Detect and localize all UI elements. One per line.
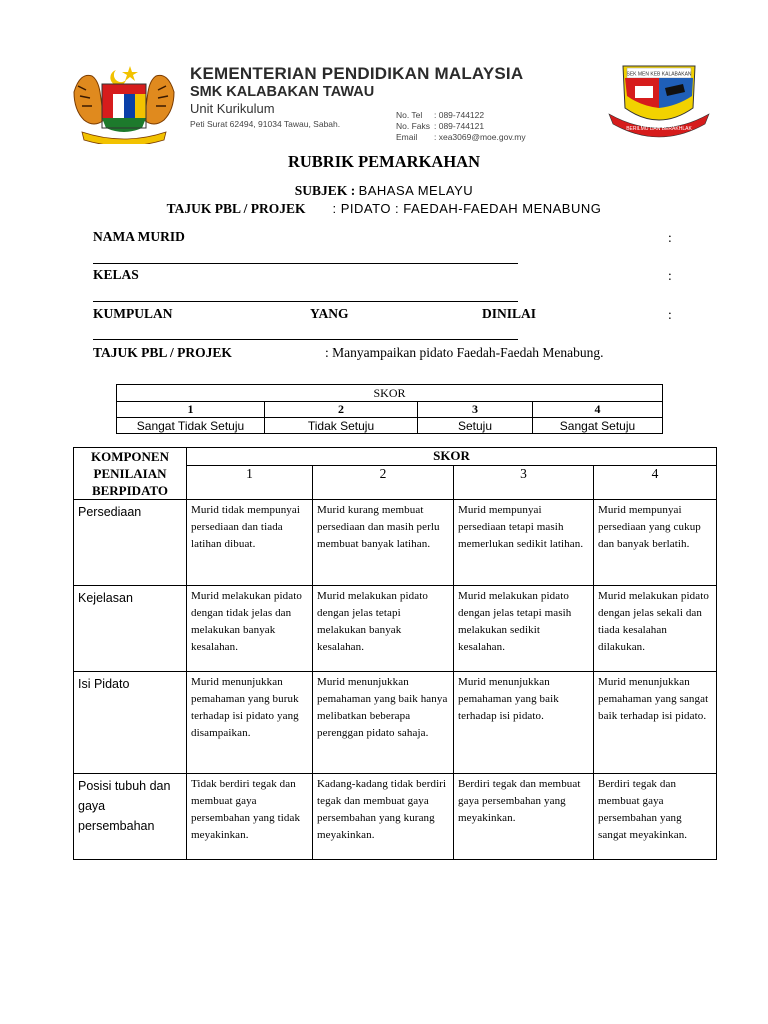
rubric-descriptor: Murid menunjukkan pemahaman yang baik terhadap isi pidato. (454, 672, 594, 774)
kelas-label: KELAS (93, 267, 139, 282)
contact-row-fax (396, 121, 526, 132)
contact-key: Email (396, 132, 418, 142)
score-key-header: SKOR (117, 385, 663, 402)
rubric-descriptor: Berdiri tegak dan membuat gaya persembahan yang sangat meyakinkan. (594, 774, 717, 860)
school-address: Peti Surat 62494, 91034 Tawau, Sabah. (190, 119, 341, 129)
rubric-level-header: 2 (313, 466, 454, 500)
rubric-descriptor: Murid melakukan pidato dengan tidak jelas dan melakukan banyak kesalahan. (187, 586, 313, 672)
contact-block (396, 110, 526, 143)
component-header (74, 448, 187, 500)
component-header-line: BERPIDATO (91, 483, 169, 498)
rubric-descriptor: Murid melakukan pidato dengan jelas sekali dan tiada kesalahan dilakukan. (594, 586, 717, 672)
rubric-descriptor: Berdiri tegak dan membuat gaya persembahan yang meyakinkan. (454, 774, 594, 860)
pbl-label: TAJUK PBL / PROJEK (166, 201, 306, 216)
rubric-component: Posisi tubuh dan gaya persembahan (74, 774, 187, 860)
rubric-descriptor: Tidak berdiri tegak dan membuat gaya persembahan yang tidak meyakinkan. (187, 774, 313, 860)
rubric-descriptor: Murid melakukan pidato dengan jelas tetapi masih melakukan sedikit kesalahan. (454, 586, 594, 672)
score-key-label: Sangat Setuju (533, 418, 663, 434)
pbl-title-line (0, 201, 768, 217)
score-key-num: 3 (418, 402, 533, 418)
rubric-table (73, 447, 717, 860)
contact-key: No. Faks (396, 121, 431, 131)
nama-input-line[interactable] (93, 263, 518, 264)
school-name: SMK KALABAKAN TAWAU (190, 84, 375, 100)
kumpulan-input-line[interactable] (93, 339, 518, 340)
subject-value: BAHASA MELAYU (358, 183, 474, 198)
school-crest-logo (605, 62, 713, 146)
rubric-component: Persediaan (74, 500, 187, 586)
unit-name: Unit Kurikulum (190, 101, 275, 116)
nama-label: NAMA MURID (93, 229, 185, 244)
contact-value: : 089-744121 (434, 121, 485, 131)
kelas-input-line[interactable] (93, 301, 518, 302)
rubric-descriptor: Kadang-kadang tidak berdiri tegak dan membuat gaya persembahan yang kurang meyakinkan. (313, 774, 454, 860)
ministry-crest-logo (70, 62, 178, 144)
contact-value[interactable]: : xea3069@moe.gov.my (434, 132, 526, 142)
score-key-label: Setuju (418, 418, 533, 434)
rubric-level-header: 1 (187, 466, 313, 500)
rubric-component: Kejelasan (74, 586, 187, 672)
pbl-value: : PIDATO : FAEDAH-FAEDAH MENABUNG (332, 201, 602, 216)
rubric-row (74, 672, 717, 774)
rubric-descriptor: Murid mempunyai persediaan yang cukup dan banyak berlatih. (594, 500, 717, 586)
contact-row-email (396, 132, 526, 143)
tajuk-value: : Manyampaikan pidato Faedah-Faedah Menabung. (325, 345, 604, 360)
rubric-descriptor: Murid menunjukkan pemahaman yang sangat baik terhadap isi pidato. (594, 672, 717, 774)
rubric-row (74, 586, 717, 672)
rubric-descriptor: Murid kurang membuat persediaan dan masih perlu membuat banyak latihan. (313, 500, 454, 586)
rubric-component: Isi Pidato (74, 672, 187, 774)
rubric-level-header: 3 (454, 466, 594, 500)
rubric-descriptor: Murid menunjukkan pemahaman yang buruk terhadap isi pidato yang disampaikan. (187, 672, 313, 774)
rubric-row (74, 774, 717, 860)
rubric-descriptor: Murid mempunyai persediaan tetapi masih memerlukan sedikit latihan. (454, 500, 594, 586)
crest-text: SEK MEN KEB KALABAKAN (626, 71, 692, 78)
contact-row-tel (396, 110, 526, 121)
rubric-score-header: SKOR (187, 448, 717, 466)
score-key-num: 4 (533, 402, 663, 418)
rubric-row (74, 500, 717, 586)
nama-colon: : (668, 230, 672, 245)
rubric-descriptor: Murid melakukan pidato dengan jelas tetapi melakukan banyak kesalahan. (313, 586, 454, 672)
page-title: RUBRIK PEMARKAHAN (287, 152, 481, 171)
crest-motto: BERILMU DAN BERAKHLAK (626, 126, 692, 132)
subject-line (0, 183, 768, 199)
rubric-descriptor: Murid menunjukkan pemahaman yang baik hanya melibatkan beberapa perenggan pidato sahaja. (313, 672, 454, 774)
score-key-num: 2 (265, 402, 418, 418)
score-key-num: 1 (117, 402, 265, 418)
kumpulan-colon: : (668, 307, 672, 322)
rubric-descriptor: Murid tidak mempunyai persediaan dan tiada latihan dibuat. (187, 500, 313, 586)
rubric-level-header: 4 (594, 466, 717, 500)
contact-key: No. Tel (396, 110, 423, 120)
kumpulan-label-1: KUMPULAN (93, 306, 173, 321)
component-header-line: PENILAIAN (93, 466, 167, 481)
kumpulan-label-3: DINILAI (482, 306, 537, 321)
score-key-label: Sangat Tidak Setuju (117, 418, 265, 434)
kumpulan-label-2: YANG (310, 306, 349, 321)
ministry-name: KEMENTERIAN PENDIDIKAN MALAYSIA (190, 64, 524, 83)
subject-label: SUBJEK : (294, 183, 356, 198)
score-key-label: Tidak Setuju (265, 418, 418, 434)
score-key-table (116, 384, 663, 434)
tajuk-label: TAJUK PBL / PROJEK (93, 345, 232, 360)
contact-value: : 089-744122 (434, 110, 485, 120)
component-header-line: KOMPONEN (91, 449, 169, 464)
kelas-colon: : (668, 268, 672, 283)
